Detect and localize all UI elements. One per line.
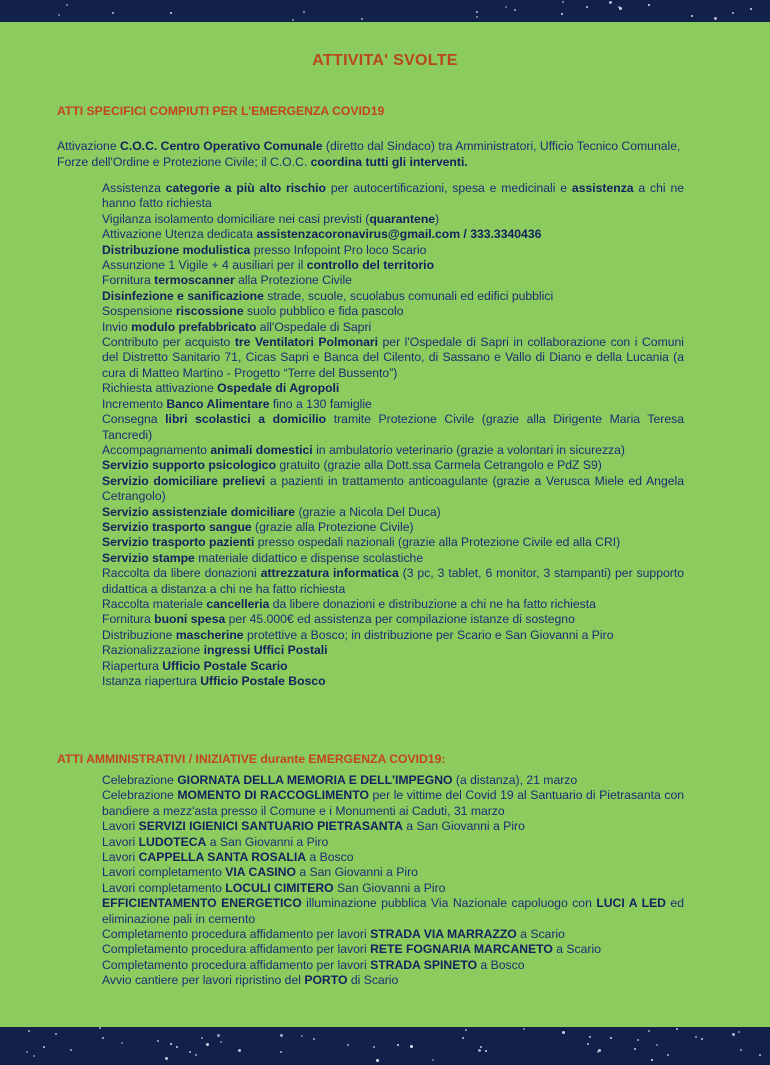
star-dot	[432, 1059, 434, 1061]
text: Lavori	[102, 834, 139, 849]
bold-text: RETE FOGNARIA MARCANETO	[370, 942, 553, 957]
section-heading-admin-acts: ATTI AMMINISTRATIVI / INIZIATIVE durante EMERGENZA COVID19:	[57, 752, 446, 766]
list-item	[102, 612, 684, 627]
star-dot	[217, 1034, 220, 1037]
star-dot	[102, 1037, 104, 1039]
star-dot	[750, 8, 752, 10]
text: (3 pc, 3 tablet, 6 monitor, 3 stampanti) per supporto didattica a distanza a chi ne ha fatto richiesta	[102, 566, 684, 596]
bold-text: controllo del territorio	[306, 258, 435, 273]
text: di Scario	[347, 973, 399, 988]
star-dot	[361, 18, 363, 20]
text: per autocertificazioni, spesa e medicinali e	[326, 181, 572, 195]
text: alla Protezione Civile	[234, 273, 352, 288]
star-dot	[651, 1059, 653, 1061]
text: a San Giovanni a Piro	[295, 865, 418, 880]
star-dot	[676, 1028, 678, 1030]
starry-border-top	[0, 0, 770, 22]
text: a Bosco	[477, 957, 525, 972]
text: per 45.000€ ed assistenza per compilazione istanze di sostegno	[225, 612, 575, 627]
star-dot	[70, 1049, 72, 1051]
text: fino a 130 famiglie	[269, 396, 372, 411]
star-dot	[637, 1039, 639, 1041]
text: illuminazione pubblica Via Nazionale capoluogo con	[301, 896, 597, 911]
bold-text: EFFICIENTAMENTO ENERGETICO	[102, 896, 302, 911]
bold-text: GIORNATA DELLA MEMORIA E DELL'IMPEGNO	[177, 773, 453, 787]
text: Attivazione Utenza dedicata	[102, 227, 257, 242]
star-dot	[410, 1045, 413, 1048]
text: gratuito (grazie alla Dott.ssa Carmela Cetrangolo e PdZ S9)	[276, 458, 602, 473]
list-item	[102, 412, 684, 443]
text: a pazienti in trattamento anticoagulante (grazie a Verusca Miele ed Angela Cetrangolo)	[102, 473, 684, 504]
bold-text: categorie a più alto rischio	[165, 181, 327, 195]
star-dot	[121, 1042, 123, 1044]
text: presso Infopoint Pro loco Scario	[250, 242, 427, 257]
list-item	[102, 273, 684, 288]
text: Lavori completamento	[102, 865, 226, 880]
star-dot	[43, 1046, 45, 1048]
text: ed eliminazione pali in cemento	[102, 896, 684, 926]
text: a Bosco	[306, 850, 354, 865]
text: per l'Ospedale di Sapri in collaborazione con i Comuni del Distretto Sanitario 71, Cicas Sapri e Banca del Cilento, di Sassano e Vallo di Diano e della Lucania (a cura di Matteo Martino - Progetto “Terre del Bussento”)	[102, 335, 684, 380]
text: materiale didattico e dispense scolastiche	[194, 550, 424, 565]
text: Celebrazione	[102, 788, 178, 803]
list-item	[102, 865, 684, 880]
bold-text: SERVIZI IGIENICI SANTUARIO PIETRASANTA	[138, 819, 403, 834]
star-dot	[376, 1059, 379, 1062]
section-heading-covid-acts: ATTI SPECIFICI COMPIUTI PER L'EMERGENZA COVID19	[57, 104, 385, 118]
text: Raccolta materiale	[102, 596, 207, 611]
star-dot	[738, 1031, 740, 1033]
text: Istanza riapertura	[102, 674, 201, 688]
bold-text: LOCULI CIMITERO	[225, 880, 334, 895]
star-dot	[28, 1030, 30, 1032]
text: Attivazione	[57, 139, 121, 153]
list-item	[102, 674, 684, 689]
star-dot	[58, 14, 60, 16]
star-dot	[485, 1050, 487, 1052]
text: Consegna	[102, 412, 166, 427]
star-dot	[478, 1049, 481, 1052]
star-dot	[397, 1044, 399, 1046]
star-dot	[189, 1051, 191, 1053]
intro-paragraph	[57, 138, 697, 170]
text: (grazie a Nicola Del Duca)	[295, 504, 441, 519]
star-dot	[759, 1054, 761, 1056]
admin-initiatives-list	[102, 773, 684, 989]
list-item	[102, 258, 684, 273]
text: presso ospedali nazionali (grazie alla Protezione Civile ed alla CRI)	[254, 535, 621, 550]
star-dot	[476, 16, 478, 18]
bold-text: STRADA SPINETO	[370, 957, 478, 972]
text: Razionalizzazione	[102, 643, 204, 658]
bold-text: quarantene	[369, 211, 436, 226]
list-item	[102, 927, 684, 942]
star-dot	[505, 6, 507, 8]
list-item	[102, 212, 684, 227]
star-dot	[195, 1054, 197, 1056]
text: Completamento procedura affidamento per lavori	[102, 942, 371, 957]
list-item	[102, 320, 684, 335]
list-item	[102, 304, 684, 319]
star-dot	[523, 1028, 525, 1030]
bold-text: STRADA VIA MARRAZZO	[370, 927, 517, 942]
text: a chi ne hanno fatto richiesta	[102, 181, 685, 211]
activities-list	[102, 181, 684, 689]
star-dot	[292, 19, 294, 21]
star-dot	[112, 12, 114, 14]
text: Invio	[102, 319, 132, 334]
page-title: ATTIVITA' SVOLTE	[312, 52, 458, 69]
text: (a distanza), 21 marzo	[452, 773, 578, 787]
star-dot	[648, 1030, 650, 1032]
star-dot	[597, 1051, 599, 1053]
star-dot	[165, 1057, 168, 1060]
star-dot	[587, 1043, 589, 1045]
bold-text: libri scolastici a domicilio	[165, 412, 327, 427]
star-dot	[55, 1033, 57, 1035]
star-dot	[610, 1037, 612, 1039]
bold-text: Servizio trasporto sangue	[102, 519, 252, 534]
text: Raccolta da libere donazioni	[102, 566, 261, 581]
text: San Giovanni a Piro	[333, 880, 446, 895]
text: protettive a Bosco; in distribuzione per Scario e San Giovanni a Piro	[243, 627, 614, 642]
star-dot	[695, 1036, 697, 1038]
star-dot	[176, 1046, 178, 1048]
list-item	[102, 551, 684, 566]
text: da libere donazioni e distribuzione a chi ne ha fatto richiesta	[269, 596, 596, 611]
star-dot	[634, 1048, 636, 1050]
text: Fornitura	[102, 612, 155, 627]
list-item	[102, 535, 684, 550]
text: Incremento	[102, 396, 167, 411]
list-item	[102, 181, 684, 212]
bold-text: Servizio supporto psicologico	[102, 458, 277, 473]
text: Lavori completamento	[102, 880, 226, 895]
star-dot	[280, 1034, 283, 1037]
list-item	[102, 659, 684, 674]
text: Fornitura	[102, 273, 155, 288]
star-dot	[303, 11, 305, 13]
list-item	[102, 397, 684, 412]
star-dot	[66, 4, 68, 6]
star-dot	[609, 1, 612, 4]
text: Completamento procedura affidamento per lavori	[102, 927, 371, 942]
list-item	[102, 628, 684, 643]
text: Riapertura	[102, 658, 163, 673]
list-item	[102, 835, 684, 850]
star-dot	[562, 1031, 565, 1034]
bold-text: VIA CASINO	[225, 865, 296, 880]
list-item	[102, 773, 684, 788]
star-dot	[238, 1049, 241, 1052]
star-dot	[476, 11, 478, 13]
bold-text: Banco Alimentare	[166, 396, 270, 411]
bold-text: attrezzatura informatica	[260, 566, 399, 581]
text: (diretto dal Sindaco) tra Amministratori, Ufficio Tecnico Comunale, Forze dell'Ordine e Protezione Civile; il C.O.C.	[57, 139, 681, 169]
bold-text: Ufficio Postale Bosco	[200, 674, 326, 688]
bold-text: C.O.C. Centro Operativo Comunale	[120, 139, 323, 153]
star-dot	[667, 1054, 669, 1056]
star-dot	[465, 1029, 467, 1031]
list-item	[102, 819, 684, 834]
star-dot	[589, 1036, 591, 1038]
list-item	[102, 458, 684, 473]
star-dot	[313, 1038, 315, 1040]
list-item	[102, 942, 684, 957]
bold-text: cancelleria	[206, 596, 270, 611]
text: Celebrazione	[102, 773, 178, 787]
bold-text: Ufficio Postale Scario	[162, 658, 288, 673]
list-item	[102, 881, 684, 896]
text: Richiesta attivazione	[102, 381, 218, 396]
bold-text: termoscanner	[154, 273, 235, 288]
star-dot	[691, 15, 693, 17]
bold-text: PORTO	[304, 973, 348, 988]
text: Completamento procedura affidamento per lavori	[102, 957, 371, 972]
list-item	[102, 335, 684, 381]
list-item	[102, 643, 684, 658]
bold-text: assistenza	[571, 181, 634, 195]
list-item	[102, 505, 684, 520]
text: (grazie alla Protezione Civile)	[251, 519, 414, 534]
bold-text: buoni spesa	[154, 612, 226, 627]
star-dot	[33, 1055, 35, 1057]
list-item	[102, 443, 684, 458]
star-dot	[157, 1040, 159, 1042]
star-dot	[648, 4, 650, 6]
star-dot	[206, 1043, 209, 1046]
bold-text: LUCI A LED	[596, 896, 666, 911]
list-item	[102, 289, 684, 304]
star-dot	[656, 1044, 658, 1046]
bold-text: Disinfezione e sanificazione	[102, 288, 264, 303]
text: a Scario	[516, 927, 565, 942]
text: strade, scuole, scuolabus comunali ed edifici pubblici	[263, 288, 554, 303]
star-dot	[347, 1044, 349, 1046]
text: a San Giovanni a Piro	[402, 819, 525, 834]
star-dot	[301, 1035, 303, 1037]
text: Contributo per acquisto	[102, 335, 235, 350]
starry-border-bottom	[0, 1027, 770, 1065]
star-dot	[373, 1046, 375, 1048]
star-dot	[732, 12, 734, 14]
bold-text: MOMENTO DI RACCOGLIMENTO	[177, 788, 369, 803]
star-dot	[99, 1027, 101, 1029]
bold-text: CAPPELLA SANTA ROSALIA	[138, 850, 307, 865]
bold-text: ingressi Uffici Postali	[203, 643, 328, 658]
star-dot	[462, 1037, 464, 1039]
list-item	[102, 850, 684, 865]
bold-text: modulo prefabbricato	[131, 319, 257, 334]
star-dot	[714, 17, 717, 20]
list-item	[102, 381, 684, 396]
list-item	[102, 973, 684, 988]
bold-text: Servizio assistenziale domiciliare	[102, 504, 296, 519]
list-item	[102, 958, 684, 973]
star-dot	[280, 1051, 282, 1053]
star-dot	[514, 9, 516, 11]
list-item	[102, 566, 684, 597]
text: per le vittime del Covid 19 al Santuario di Pietrasanta con bandiere a mezz'asta presso il Comune e i Monumenti ai Caduti, 31 marzo	[102, 788, 684, 818]
text: Assistenza	[102, 181, 166, 195]
text: a San Giovanni a Piro	[206, 834, 329, 849]
bold-text: animali domestici	[210, 442, 313, 457]
text: Assunzione 1 Vigile + 4 ausiliari per il	[102, 258, 307, 273]
bold-text: assistenzacoronavirus@gmail.com / 333.3340436	[256, 227, 542, 242]
star-dot	[480, 1046, 482, 1048]
text: Accompagnamento	[102, 442, 211, 457]
star-dot	[732, 1033, 735, 1036]
list-item	[102, 474, 684, 505]
text: suolo pubblico e fida pascolo	[243, 304, 404, 319]
text: a Scario	[552, 942, 601, 957]
star-dot	[201, 1037, 203, 1039]
list-item	[102, 896, 684, 927]
bold-text: LUDOTECA	[138, 834, 207, 849]
star-dot	[561, 13, 563, 15]
text: Lavori	[102, 850, 139, 865]
text: )	[435, 211, 440, 226]
star-dot	[220, 1041, 222, 1043]
bold-text: tre Ventilatori Polmonari	[234, 335, 378, 350]
star-dot	[619, 7, 622, 10]
list-item	[102, 227, 684, 242]
list-item	[102, 520, 684, 535]
bold-text: Servizio trasporto pazienti	[102, 535, 255, 550]
text: Vigilanza isolamento domiciliare nei casi previsti (	[102, 211, 370, 226]
bold-text: riscossione	[175, 304, 244, 319]
bold-text: Servizio stampe	[102, 550, 195, 565]
star-dot	[740, 1049, 742, 1051]
list-item	[102, 788, 684, 819]
star-dot	[701, 1038, 703, 1040]
bold-text: Distribuzione modulistica	[102, 242, 251, 257]
bold-text: Ospedale di Agropoli	[217, 381, 340, 396]
text: all'Ospedale di Sapri	[256, 319, 372, 334]
bold-text: coordina tutti gli interventi.	[310, 155, 468, 169]
text: Distribuzione	[102, 627, 176, 642]
list-item	[102, 597, 684, 612]
star-dot	[26, 1051, 28, 1053]
text: Lavori	[102, 819, 139, 834]
star-dot	[170, 12, 172, 14]
star-dot	[586, 6, 588, 8]
star-dot	[562, 1, 564, 3]
text: in ambulatorio veterinario (grazie a volontari in sicurezza)	[312, 442, 625, 457]
bold-text: mascherine	[175, 627, 244, 642]
bold-text: Servizio domiciliare prelievi	[102, 473, 266, 488]
star-dot	[170, 1043, 172, 1045]
text: tramite Protezione Civile (grazie alla Dirigente Maria Teresa Tancredi)	[102, 412, 685, 442]
text: Sospensione	[102, 304, 176, 319]
list-item	[102, 243, 684, 258]
text: Avvio cantiere per lavori ripristino del	[102, 973, 305, 988]
